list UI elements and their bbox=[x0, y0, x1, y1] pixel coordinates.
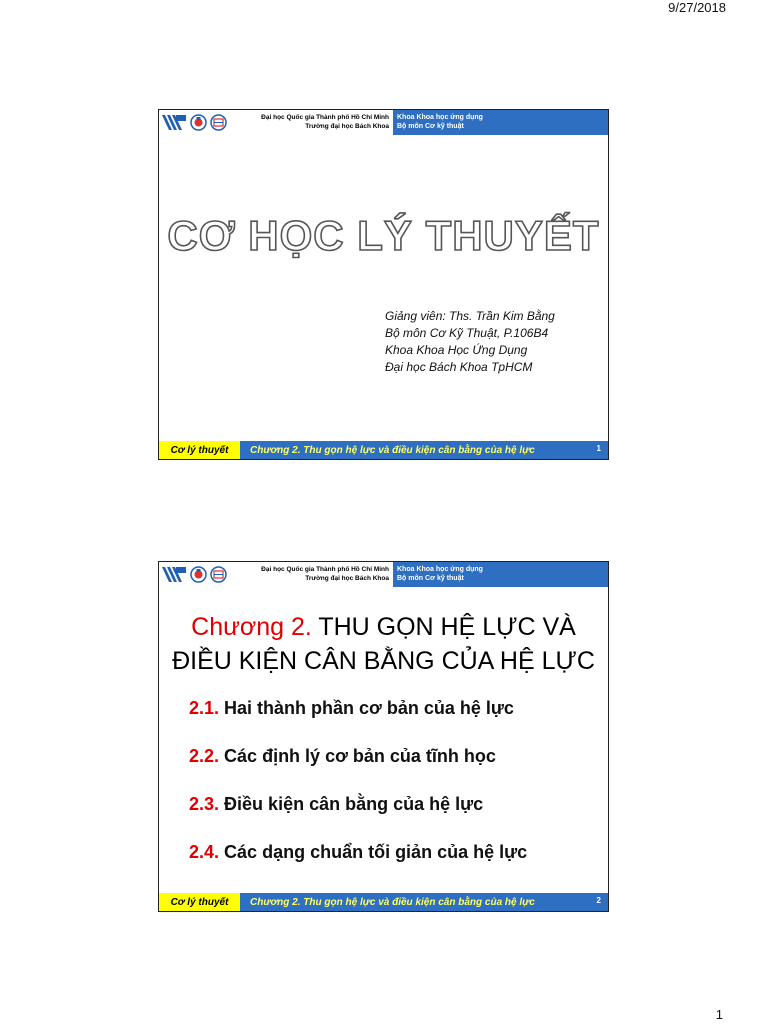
slide-footer bbox=[159, 893, 608, 911]
lecturer-info bbox=[385, 308, 555, 376]
bk-logo-icon bbox=[210, 566, 227, 583]
vietnam-flag-logo-icon bbox=[161, 113, 187, 132]
chapter-title-part-2: ĐIỀU KIỆN CÂN BẰNG CỦA HỆ LỰC bbox=[172, 647, 595, 675]
course-title: CƠ HỌC LÝ THUYẾT bbox=[167, 212, 600, 259]
vnu-logo-icon bbox=[190, 114, 207, 131]
slide-header bbox=[159, 110, 608, 135]
university-name bbox=[261, 565, 389, 583]
header-university-block bbox=[159, 110, 393, 135]
university-name bbox=[261, 113, 389, 131]
university-line-1: Đại học Quốc gia Thành phố Hồ Chí Minh bbox=[261, 114, 389, 121]
vietnam-flag-logo-icon bbox=[161, 565, 187, 584]
chapter-heading-line-1 bbox=[159, 610, 608, 644]
slide-footer bbox=[159, 441, 608, 459]
slide-number: 1 bbox=[596, 444, 601, 453]
toc-item-text: Các dạng chuẩn tối giản của hệ lực bbox=[224, 842, 528, 862]
lecturer-line: Đại học Bách Khoa TpHCM bbox=[385, 360, 533, 374]
chapter-heading bbox=[159, 610, 608, 678]
footer-course: Cơ lý thuyết bbox=[159, 441, 240, 459]
faculty-line-2: Bộ môn Cơ kỹ thuật bbox=[397, 575, 464, 582]
university-line-2: Trường đại học Bách Khoa bbox=[305, 123, 389, 130]
page-date: 9/27/2018 bbox=[668, 0, 726, 15]
bk-logo-icon bbox=[210, 114, 227, 131]
lecturer-line: Giảng viên: Ths. Trần Kim Bằng bbox=[385, 309, 555, 323]
toc-item bbox=[189, 794, 527, 842]
toc-item-number: 2.4. bbox=[189, 842, 220, 862]
toc-item-text: Hai thành phần cơ bản của hệ lực bbox=[224, 698, 514, 718]
faculty-line-2: Bộ môn Cơ kỹ thuật bbox=[397, 123, 464, 130]
footer-course: Cơ lý thuyết bbox=[159, 893, 240, 911]
logo-group bbox=[161, 113, 227, 132]
slide-1 bbox=[158, 109, 609, 460]
header-university-block bbox=[159, 562, 393, 587]
logo-group bbox=[161, 565, 227, 584]
toc-item-number: 2.2. bbox=[189, 746, 220, 766]
header-faculty-block bbox=[393, 562, 608, 587]
chapter-title-part-1: THU GỌN HỆ LỰC VÀ bbox=[318, 613, 576, 641]
slide-header bbox=[159, 562, 608, 587]
page-number: 1 bbox=[715, 1007, 723, 1022]
toc-item-number: 2.3. bbox=[189, 794, 220, 814]
toc-item-text: Điều kiện cân bằng của hệ lực bbox=[224, 794, 484, 814]
toc-item bbox=[189, 746, 527, 794]
vnu-logo-icon bbox=[190, 566, 207, 583]
lecturer-line: Khoa Khoa Học Ứng Dụng bbox=[385, 343, 528, 357]
table-of-contents bbox=[189, 698, 527, 890]
toc-item bbox=[189, 842, 527, 890]
faculty-line-1: Khoa Khoa học ứng dụng bbox=[397, 114, 483, 121]
footer-chapter-bar bbox=[240, 441, 608, 459]
footer-chapter: Chương 2. Thu gọn hệ lực và điều kiện cân bằng của hệ lực bbox=[250, 444, 535, 456]
university-line-1: Đại học Quốc gia Thành phố Hồ Chí Minh bbox=[261, 566, 389, 573]
toc-item-number: 2.1. bbox=[189, 698, 220, 718]
toc-item-text: Các định lý cơ bản của tĩnh học bbox=[224, 746, 496, 766]
slide-2 bbox=[158, 561, 609, 912]
footer-chapter-bar bbox=[240, 893, 608, 911]
slide-number: 2 bbox=[596, 896, 601, 905]
chapter-label: Chương 2. bbox=[191, 613, 312, 641]
header-faculty-block bbox=[393, 110, 608, 135]
university-line-2: Trường đại học Bách Khoa bbox=[305, 575, 389, 582]
footer-chapter: Chương 2. Thu gọn hệ lực và điều kiện cân bằng của hệ lực bbox=[250, 896, 535, 908]
lecturer-line: Bộ môn Cơ Kỹ Thuật, P.106B4 bbox=[385, 326, 549, 340]
faculty-line-1: Khoa Khoa học ứng dụng bbox=[397, 566, 483, 573]
toc-item bbox=[189, 698, 527, 746]
